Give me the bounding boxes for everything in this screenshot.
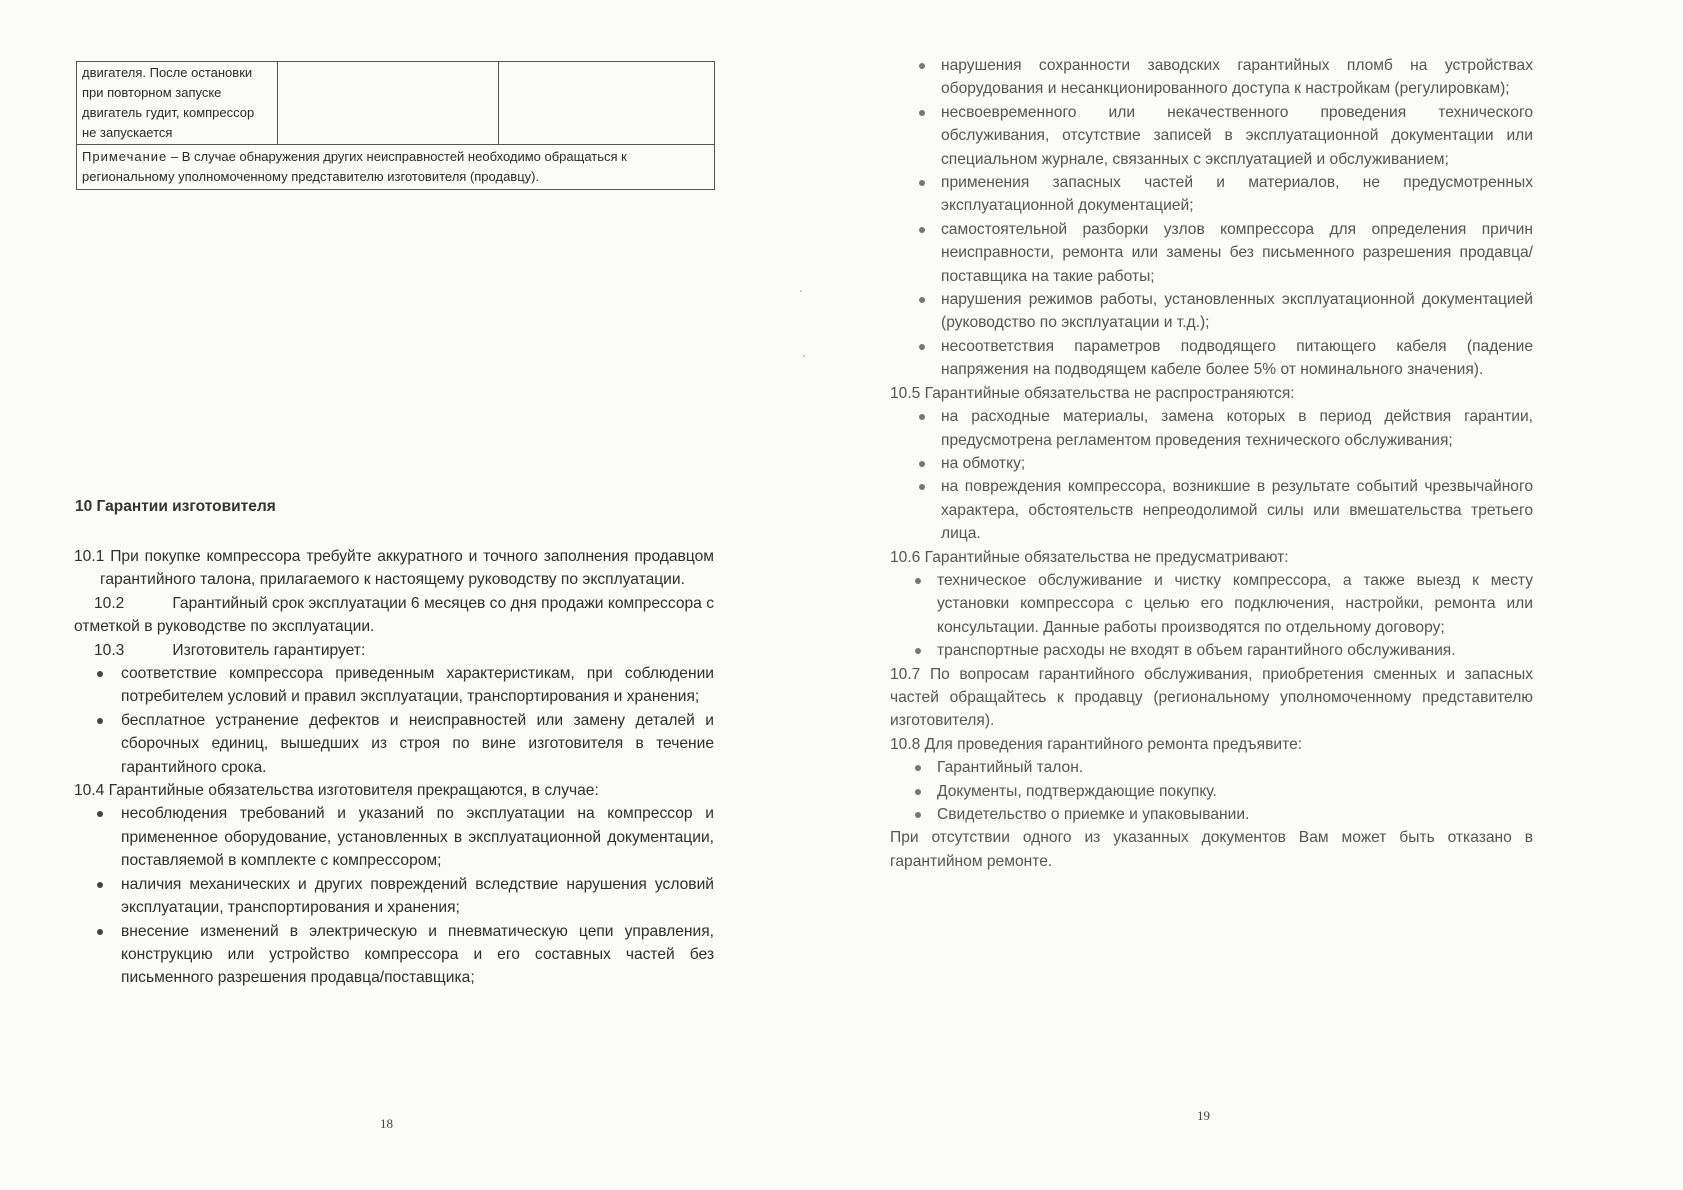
- bullet-icon: [97, 718, 103, 724]
- list-item: [890, 803, 1533, 826]
- list-item: [74, 709, 714, 779]
- bullet-icon: [915, 648, 921, 654]
- remedy-cell: [499, 62, 715, 145]
- list-item: [890, 218, 1533, 288]
- bullet-icon: [915, 578, 921, 584]
- symptom-cell: двигателя. После остановки при повторном запуске двигатель гудит, компрессор не запускается: [77, 62, 278, 145]
- bullet-icon: [919, 414, 925, 420]
- list-item: [890, 335, 1533, 382]
- fault-table: [76, 61, 715, 190]
- list-item: [890, 171, 1533, 218]
- clause-10-6-list: [890, 569, 1533, 663]
- note-text: – В случае обнаружения других неисправностей необходимо обращаться к региональному уполномоченному представителю изготовителя (продавцу).: [82, 149, 627, 184]
- clause-10-3: [74, 639, 714, 662]
- scan-speck: [803, 355, 805, 357]
- list-item-text: Документы, подтверждающие покупку.: [937, 782, 1217, 800]
- bullet-icon: [919, 461, 925, 467]
- list-item-text: наличия механических и других повреждений вследствие нарушения условий эксплуатации, транспортирования и хранения;: [121, 875, 714, 917]
- list-item-text: внесение изменений в электрическую и пневматическую цепи управления, конструкцию или устройство компрессора и его составных частей без письменного разрешения продавца/поставщика;: [121, 922, 714, 987]
- bullet-icon: [919, 227, 925, 233]
- list-item-text: несоответствия параметров подводящего питающего кабеля (падение напряжения на подводящем кабеле более 5% от номинального значения).: [941, 337, 1533, 379]
- table-row: [77, 62, 715, 145]
- list-item: [74, 920, 714, 990]
- scan-speck: [800, 290, 802, 292]
- list-item: [890, 288, 1533, 335]
- list-item: [890, 452, 1533, 475]
- bullet-icon: [97, 811, 103, 817]
- page-number: 19: [1197, 1108, 1210, 1123]
- list-item-text: Гарантийный талон.: [937, 759, 1084, 777]
- clause-10-3-text: Изготовитель гарантирует:: [172, 641, 366, 659]
- clause-10-2-text: Гарантийный срок эксплуатации 6 месяцев со дня продажи компрессора с отметкой в руководстве по эксплуатации.: [74, 594, 714, 636]
- clause-10-5-list: [890, 405, 1533, 545]
- list-item-text: применения запасных частей и материалов, не предусмотренных эксплуатационной документацией;: [941, 174, 1533, 215]
- bullet-icon: [919, 344, 925, 350]
- closing-paragraph: При отсутствии одного из указанных документов Вам может быть отказано в гарантийном ремонте.: [890, 829, 1533, 870]
- bullet-icon: [919, 110, 925, 116]
- list-item-text: самостоятельной разборки узлов компрессора для определения причин неисправности, ремонта или замены без письменного разрешения продавца/поставщика на такие работы;: [941, 220, 1533, 285]
- clause-10-1: 10.1 При покупке компрессора требуйте аккуратного и точного заполнения продавцом гарантийного талона, прилагаемого к настоящему руководству по эксплуатации.: [74, 548, 714, 589]
- list-item: [890, 101, 1533, 171]
- section-title: 10 Гарантии изготовителя: [75, 498, 276, 515]
- bullet-icon: [919, 484, 925, 490]
- list-item: [890, 475, 1533, 545]
- list-item: [74, 802, 714, 872]
- clause-10-8: 10.8 Для проведения гарантийного ремонта предъявите:: [890, 735, 1303, 753]
- list-item-text: на обмотку;: [941, 454, 1026, 472]
- list-item: [890, 54, 1533, 101]
- list-item: [890, 639, 1533, 662]
- list-item-text: несвоевременного или некачественного проведения технического обслуживания, отсутствие записей в эксплуатационной документации или специальном журнале, связанных с эксплуатацией и обслуживанием;: [941, 103, 1533, 168]
- bullet-icon: [97, 929, 103, 935]
- bullet-icon: [915, 789, 921, 795]
- clause-10-4-list-continued: [890, 54, 1533, 382]
- list-item: [74, 662, 714, 709]
- bullet-icon: [919, 297, 925, 303]
- clause-10-2: [74, 592, 714, 639]
- list-item: [890, 569, 1533, 639]
- bullet-icon: [915, 765, 921, 771]
- cause-cell: [278, 62, 499, 145]
- page-19: [842, 0, 1683, 1190]
- list-item-text: нарушения режимов работы, установленных эксплуатационной документацией (руководство по эксплуатации и т.д.);: [941, 291, 1533, 332]
- clause-10-5: 10.5 Гарантийные обязательства не распространяются:: [890, 384, 1295, 402]
- list-item: [74, 873, 714, 920]
- bullet-icon: [919, 63, 925, 69]
- bullet-icon: [919, 180, 925, 186]
- clause-10-4: 10.4 Гарантийные обязательства изготовителя прекращаются, в случае:: [74, 782, 599, 800]
- list-item-text: транспортные расходы не входят в объем гарантийного обслуживания.: [937, 642, 1456, 660]
- bullet-icon: [97, 671, 103, 677]
- bullet-icon: [915, 812, 921, 818]
- clause-10-2-number: 10.2: [94, 594, 125, 612]
- list-item-text: бесплатное устранение дефектов и неисправностей или замену деталей и сборочных единиц, вышедших из строя по вине изготовителя в течение гарантийного срока.: [121, 711, 714, 776]
- left-text-block: [74, 545, 714, 990]
- list-item: [890, 756, 1533, 779]
- list-item-text: техническое обслуживание и чистку компрессора, а также выезд к месту установки компрессора с целью его подключения, настройки, ремонта или консультации. Данные работы производятся по отдельному договору;: [937, 571, 1533, 636]
- right-text-block: [890, 54, 1533, 873]
- list-item-text: Свидетельство о приемке и упаковывании.: [937, 806, 1250, 823]
- table-note-row: [77, 145, 715, 190]
- bullet-icon: [97, 882, 103, 888]
- table-note: [77, 145, 715, 190]
- clause-10-3-number: 10.3: [94, 641, 125, 659]
- list-item-text: на повреждения компрессора, возникшие в результате событий чрезвычайного характера, обстоятельств непреодолимой силы или вмешательства третьего лица.: [941, 478, 1533, 543]
- page-number: 18: [380, 1116, 393, 1131]
- clause-10-7: 10.7 По вопросам гарантийного обслуживания, приобретения сменных и запасных частей обращайтесь к продавцу (региональному уполномоченному представителю изготовителя).: [890, 665, 1533, 730]
- note-label: Примечание: [82, 149, 168, 164]
- clause-10-3-list: [74, 662, 714, 779]
- list-item-text: соответствие компрессора приведенным характеристикам, при соблюдении потребителем условий и правил эксплуатации, транспортирования и хранения;: [121, 665, 714, 706]
- list-item: [890, 780, 1533, 803]
- list-item-text: на расходные материалы, замена которых в период действия гарантии, предусмотрена регламентом проведения технического обслуживания;: [941, 408, 1533, 449]
- list-item-text: несоблюдения требований и указаний по эксплуатации на компрессор и примененное оборудование, установленных в эксплуатационной документации, поставляемой в комплекте с компрессором;: [121, 805, 714, 870]
- clause-10-6: 10.6 Гарантийные обязательства не предусматривают:: [890, 548, 1289, 566]
- clause-10-8-list: [890, 756, 1533, 826]
- list-item-text: нарушения сохранности заводских гарантийных пломб на устройствах оборудования и несанкционированного доступа к настройкам (регулировкам);: [941, 57, 1533, 98]
- list-item: [890, 405, 1533, 452]
- clause-10-4-list: [74, 802, 714, 989]
